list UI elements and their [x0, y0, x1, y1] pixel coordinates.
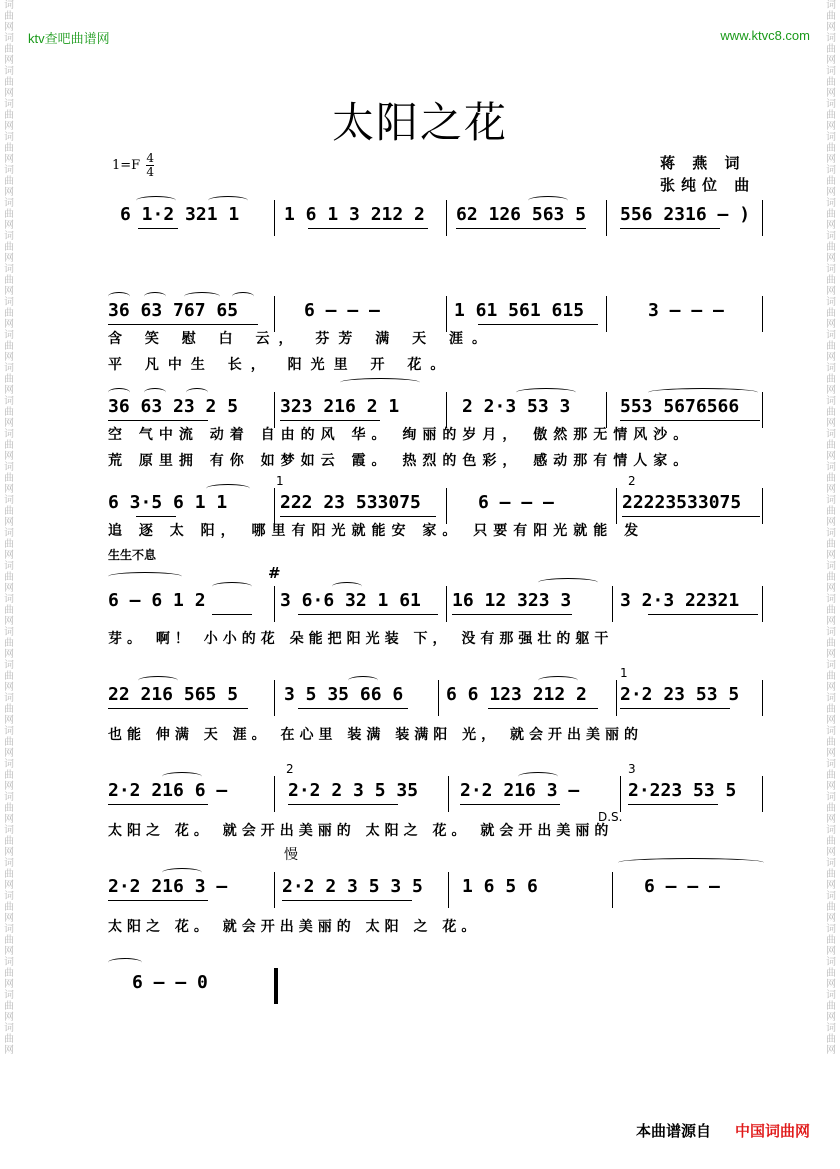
measure: 36 63 767 65 — [108, 300, 239, 321]
lyricist-credit: 蒋 燕 词 — [660, 154, 746, 172]
measure: 2·2 2 3 5 35 — [288, 780, 419, 801]
underline-beam — [108, 420, 208, 421]
slur — [538, 676, 578, 685]
underline-beam — [620, 708, 730, 709]
barline — [448, 776, 449, 812]
barline — [606, 296, 607, 332]
slur — [108, 958, 142, 967]
barline — [762, 200, 763, 236]
barline — [274, 586, 275, 622]
barline — [274, 392, 275, 428]
barline — [606, 200, 607, 236]
slur — [108, 292, 130, 301]
underline-beam — [478, 324, 598, 325]
measure: 3 2·3 22321 — [620, 590, 740, 611]
barline — [762, 392, 763, 428]
lyrics-verse-1: 芽。 啊！ 小小的花 朵能把阳光装 下， 没有那强壮的躯干 — [108, 631, 614, 647]
notes-line — [108, 776, 764, 806]
measure: 2·2 216 3 — — [108, 876, 228, 897]
lyrics-verse-2: 荒 原里拥 有你 如梦如云 霞。 热烈的色彩， 感动那有情人家。 — [108, 453, 694, 469]
measure: 323 216 2 1 — [280, 396, 400, 417]
tempo-slow-mark: 慢 — [284, 847, 298, 863]
key-label: 1=F — [112, 158, 141, 173]
time-signature — [146, 152, 154, 179]
slur — [162, 772, 202, 781]
final-barline — [274, 968, 278, 1004]
slur — [518, 772, 558, 781]
barline — [612, 872, 613, 908]
slur — [162, 868, 202, 877]
measure: 6 — — 0 — [132, 972, 208, 993]
measure: 22 216 565 5 — [108, 684, 239, 705]
measure: 22223533075 — [622, 492, 742, 513]
sharp-sign: # — [268, 564, 281, 582]
barline — [762, 776, 763, 812]
underline-beam — [298, 614, 438, 615]
measure: 6 — 6 1 2 — [108, 590, 206, 611]
underline-beam — [282, 900, 412, 901]
barline — [762, 680, 763, 716]
measure: 222 23 533075 — [280, 492, 421, 513]
measure: 1 6 1 3 212 2 — [284, 204, 425, 225]
underline-beam — [620, 420, 760, 421]
measure: 3 — — — — [648, 300, 724, 321]
slur — [206, 484, 250, 493]
barline — [446, 392, 447, 428]
measure: 556 2316 — ) — [620, 204, 751, 225]
barline — [274, 488, 275, 524]
slur — [108, 388, 130, 397]
barline — [762, 296, 763, 332]
time-top: 4 — [146, 151, 154, 165]
volta-1: 1 — [620, 666, 628, 680]
underline-beam — [138, 228, 178, 229]
slur — [138, 676, 178, 685]
barline — [446, 488, 447, 524]
measure: 553 5676566 — [620, 396, 740, 417]
measure: 36 63 23 2 5 — [108, 396, 239, 417]
slur — [184, 292, 220, 301]
barline — [274, 680, 275, 716]
lyrics-verse-2: 平 凡中生 长， 阳光里 开 花。 — [108, 357, 454, 373]
slur — [332, 582, 362, 591]
measure: 3 6·6 32 1 61 — [280, 590, 421, 611]
slur — [528, 196, 568, 205]
repeat-barline — [274, 776, 275, 812]
dal-segno-mark: D.S. — [598, 810, 623, 824]
lyrics-verse-1: 太阳之 花。 就会开出美丽的 太阳 之 花。 — [108, 919, 481, 935]
underline-beam — [452, 614, 572, 615]
lyrics-verse-1: 也能 伸满 天 涯。 在心里 装满 装满阳 光， 就会开出美丽的 — [108, 727, 643, 743]
measure: 6 6 123 212 2 — [446, 684, 587, 705]
measure: 1 6 5 6 — [462, 876, 538, 897]
measure: 2·2 216 3 — — [460, 780, 580, 801]
measure: 6 1·2 321 1 — [120, 204, 240, 225]
barline — [620, 776, 621, 812]
lyrics-verse-1: 太阳之 花。 就会开出美丽的 太阳之 花。 就会开出美丽的 — [108, 823, 614, 839]
measure: 2·2 2 3 5 3 5 — [282, 876, 423, 897]
slur — [144, 292, 166, 301]
composer-credit: 张纯位 曲 — [660, 176, 756, 194]
footer-source — [636, 1120, 810, 1141]
slur — [144, 388, 166, 397]
slur — [348, 676, 378, 685]
underline-beam — [108, 804, 208, 805]
volta-2: 2 — [286, 762, 294, 776]
notes-line — [108, 586, 764, 616]
barline — [274, 200, 275, 236]
watermark-left: 词曲网 词曲网 词曲网 词曲网 词曲网 词曲网 词曲网 词曲网 词曲网 词曲网 词曲网 词曲网 词曲网 词曲网 词曲网 词曲网 词曲网 词曲网 词曲网 词曲网 词曲网 词曲网 词曲网 词曲网 词曲网 词曲网 词曲网 词曲网 词曲网 词曲网 词曲网 词曲网 — [4, 0, 14, 1056]
barline — [612, 586, 613, 622]
measure: 6 — — — — [478, 492, 554, 513]
measure: 2 2·3 53 3 — [462, 396, 571, 417]
volta-1: 1 — [276, 474, 284, 488]
underline-beam — [108, 324, 258, 325]
notes-line — [108, 872, 764, 902]
underline-beam — [136, 516, 176, 517]
volta-2: 2 — [628, 474, 636, 488]
measure: 2·223 53 5 — [628, 780, 737, 801]
underline-beam — [460, 804, 560, 805]
underline-beam — [308, 228, 428, 229]
barline — [762, 586, 763, 622]
slur — [516, 388, 576, 397]
lyrics-verse-1: 空 气中流 动着 自由的风 华。 绚丽的岁月， 傲然那无情风沙。 — [108, 427, 694, 443]
barline — [446, 586, 447, 622]
slur — [136, 196, 176, 205]
slur — [340, 378, 420, 387]
page-title: 太阳之花 — [331, 98, 508, 147]
underline-beam — [280, 420, 380, 421]
watermark-right: 词曲网 词曲网 词曲网 词曲网 词曲网 词曲网 词曲网 词曲网 词曲网 词曲网 词曲网 词曲网 词曲网 词曲网 词曲网 词曲网 词曲网 词曲网 词曲网 词曲网 词曲网 词曲网 词曲网 词曲网 词曲网 词曲网 词曲网 词曲网 词曲网 词曲网 词曲网 词曲网 — [826, 0, 836, 1056]
credits — [660, 152, 755, 196]
measure: 6 3·5 6 1 1 — [108, 492, 228, 513]
notes-line — [108, 968, 764, 998]
barline — [448, 872, 449, 908]
slur — [232, 292, 254, 301]
lyrics-verse-2: 生生不息 — [108, 548, 157, 562]
underline-beam — [620, 228, 720, 229]
underline-beam — [488, 708, 598, 709]
measure: 62 126 563 5 — [456, 204, 587, 225]
underline-beam — [456, 228, 586, 229]
notes-line — [108, 200, 764, 230]
slur — [208, 196, 248, 205]
barline — [438, 680, 439, 716]
lyrics-verse-1: 追 逐 太 阳， 哪里有阳光就能安 家。 只要有阳光就能 发 — [108, 523, 645, 539]
barline — [446, 296, 447, 332]
measure: 2·2 216 6 — — [108, 780, 228, 801]
barline — [446, 200, 447, 236]
underline-beam — [628, 804, 718, 805]
underline-beam — [280, 516, 436, 517]
barline — [616, 680, 617, 716]
measure: 16 12 323 3 — [452, 590, 572, 611]
lyrics-verse-1: 含 笑 慰 白 云， 芬芳 满 天 涯。 — [108, 331, 495, 347]
underline-beam — [648, 614, 758, 615]
barline — [762, 488, 763, 524]
measure: 1 61 561 615 — [454, 300, 585, 321]
slur — [212, 582, 252, 591]
barline — [606, 392, 607, 428]
barline — [274, 296, 275, 332]
notes-line — [108, 680, 764, 710]
measure: 6 — — — — [644, 876, 720, 897]
slur — [618, 858, 764, 867]
slur — [538, 578, 598, 587]
slur — [108, 572, 182, 581]
slur — [648, 388, 758, 397]
header-site-right[interactable]: www.ktvc8.com — [720, 28, 810, 43]
measure: 2·2 23 53 5 — [620, 684, 740, 705]
footer-source-label: 本曲谱源自 — [635, 1122, 711, 1140]
repeat-barline — [616, 488, 617, 524]
measure: 3 5 35 66 6 — [284, 684, 404, 705]
underline-beam — [298, 708, 408, 709]
underline-beam — [212, 614, 252, 615]
footer-site-link[interactable]: 中国词曲网 — [734, 1122, 810, 1140]
key-signature — [112, 152, 154, 179]
time-bottom: 4 — [146, 165, 154, 179]
volta-3: 3 — [628, 762, 636, 776]
barline — [274, 872, 275, 908]
underline-beam — [288, 804, 398, 805]
slur — [186, 388, 208, 397]
underline-beam — [622, 516, 760, 517]
measure: 6 — — — — [304, 300, 380, 321]
header-site-left[interactable]: ktv查吧曲谱网 — [28, 31, 110, 46]
underline-beam — [108, 900, 208, 901]
underline-beam — [108, 708, 248, 709]
